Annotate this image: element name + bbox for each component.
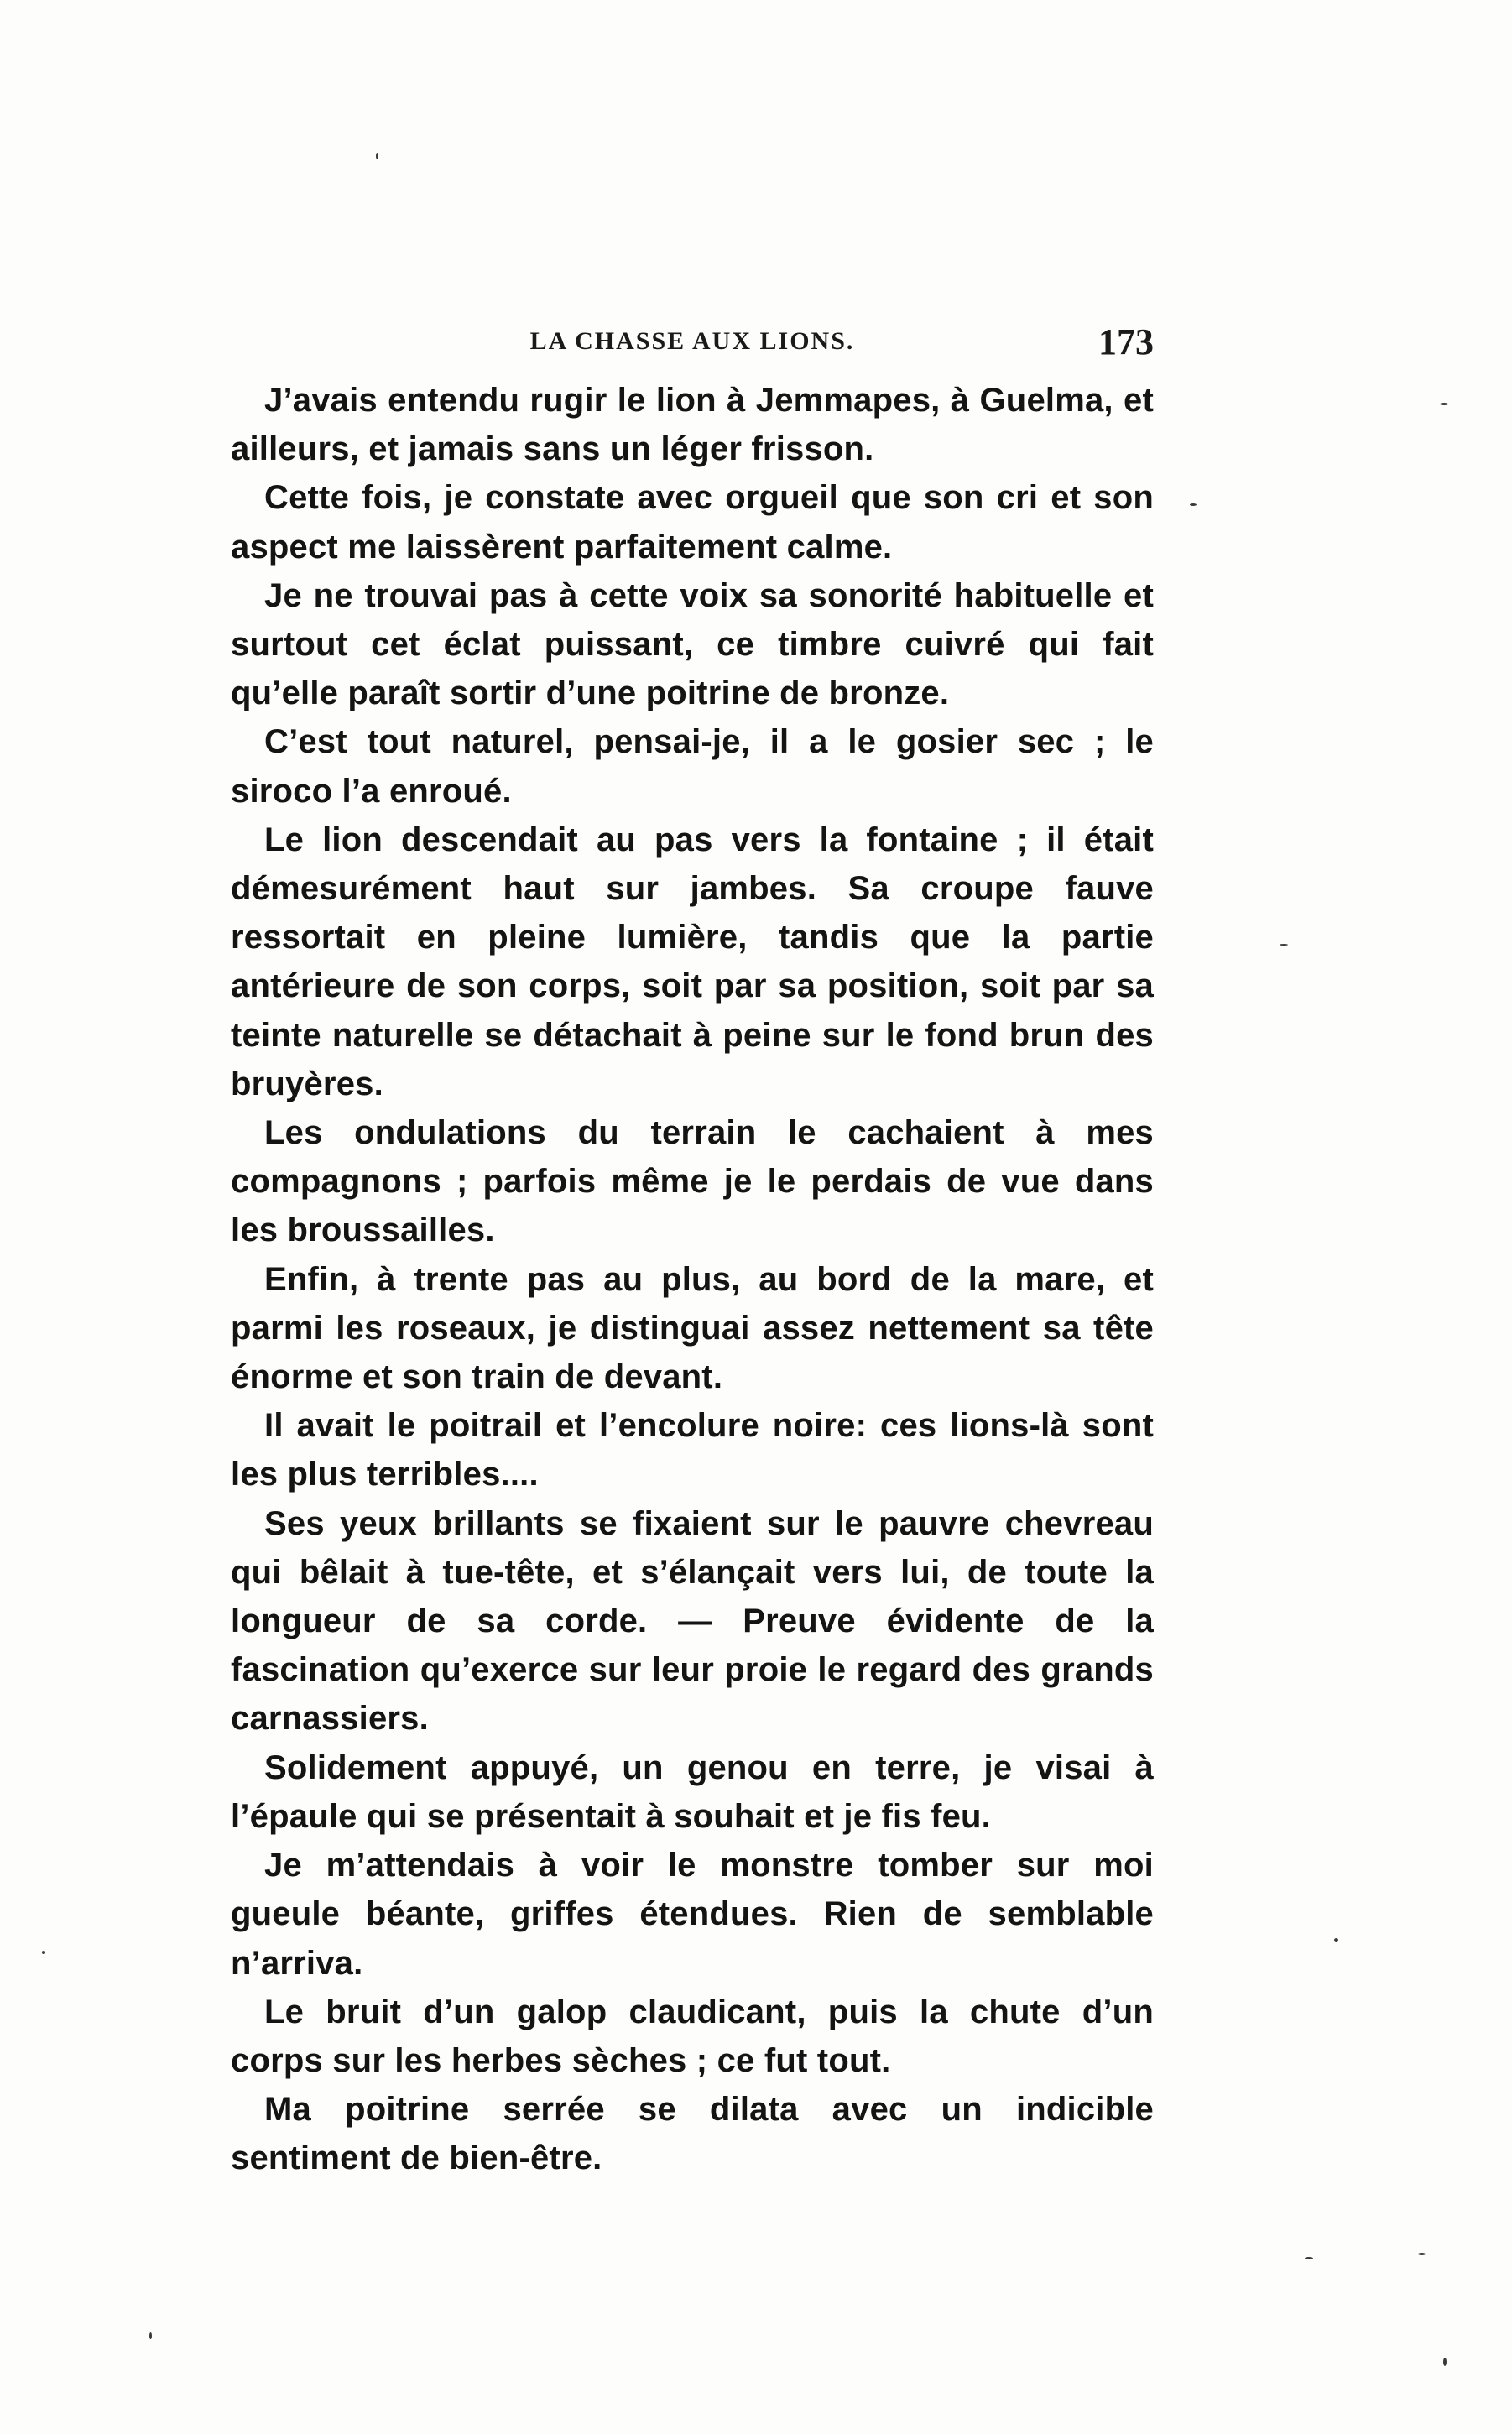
scan-speck: [42, 1951, 45, 1954]
paragraph: Le bruit d’un galop claudicant, puis la chute d’un corps sur les herbes sèches ; ce fut tout.: [231, 1993, 1154, 2079]
paragraph: Le lion descendait au pas vers la fontaine ; il était démesurément haut sur jambes. Sa croupe fauve ressortait en pleine lumière, tandis que la partie antérieure de son corps, soit par sa position, soit par sa teinte naturelle se détachait à peine sur le fond brun des bruyères.: [231, 821, 1154, 1102]
paragraph: Je m’attendais à voir le monstre tomber sur moi gueule béante, griffes étendues. Rien de semblable n’arriva.: [231, 1847, 1154, 1982]
paragraph: J’avais entendu rugir le lion à Jemmapes, à Guelma, et ailleurs, et jamais sans un léger frisson.: [231, 382, 1154, 468]
scan-speck: [149, 2332, 152, 2339]
scan-speck: [1440, 403, 1448, 405]
scan-speck: [1334, 1938, 1338, 1942]
body-text: [231, 376, 1154, 2183]
paragraph: Enfin, à trente pas au plus, au bord de la mare, et parmi les roseaux, je distinguai assez nettement sa tête énorme et son train de devant.: [231, 1260, 1154, 1396]
paragraph: C’est tout naturel, pensai-je, il a le gosier sec ; le siroco l’a enroué.: [231, 723, 1154, 810]
paragraph: Je ne trouvai pas à cette voix sa sonorité habituelle et surtout cet éclat puissant, ce timbre cuivré qui fait qu’elle paraît sortir d’une poitrine de bronze.: [231, 576, 1154, 712]
running-title: LA CHASSE AUX LIONS.: [529, 327, 855, 355]
paragraph: Il avait le poitrail et l’encolure noire: ces lions-là sont les plus terribles....: [231, 1407, 1154, 1493]
scan-speck: [1280, 944, 1288, 946]
scan-speck: [376, 153, 378, 159]
scan-speck: [1305, 2257, 1313, 2259]
page-number: 173: [1098, 321, 1154, 362]
scan-speck: [1418, 2253, 1426, 2255]
running-head: [231, 321, 1154, 371]
paragraph: Cette fois, je constate avec orgueil que son cri et son aspect me laissèrent parfaitement calme.: [231, 479, 1154, 566]
scan-speck: [1443, 2358, 1447, 2366]
scan-speck: [1190, 503, 1197, 506]
paragraph: Ma poitrine serrée se dilata avec un indicible sentiment de bien-être.: [231, 2091, 1154, 2177]
paragraph: Solidement appuyé, un genou en terre, je visai à l’épaule qui se présentait à souhait et je fis feu.: [231, 1749, 1154, 1835]
paragraph: Ses yeux brillants se fixaient sur le pauvre chevreau qui bêlait à tue-tête, et s’élançait vers lui, de toute la longueur de sa corde. — Preuve évidente de la fascination qu’exerce sur leur proie le regard des grands carnassiers.: [231, 1504, 1154, 1738]
paragraph: Les ondulations du terrain le cachaient à mes compagnons ; parfois même je le perdais de vue dans les broussailles.: [231, 1114, 1154, 1249]
